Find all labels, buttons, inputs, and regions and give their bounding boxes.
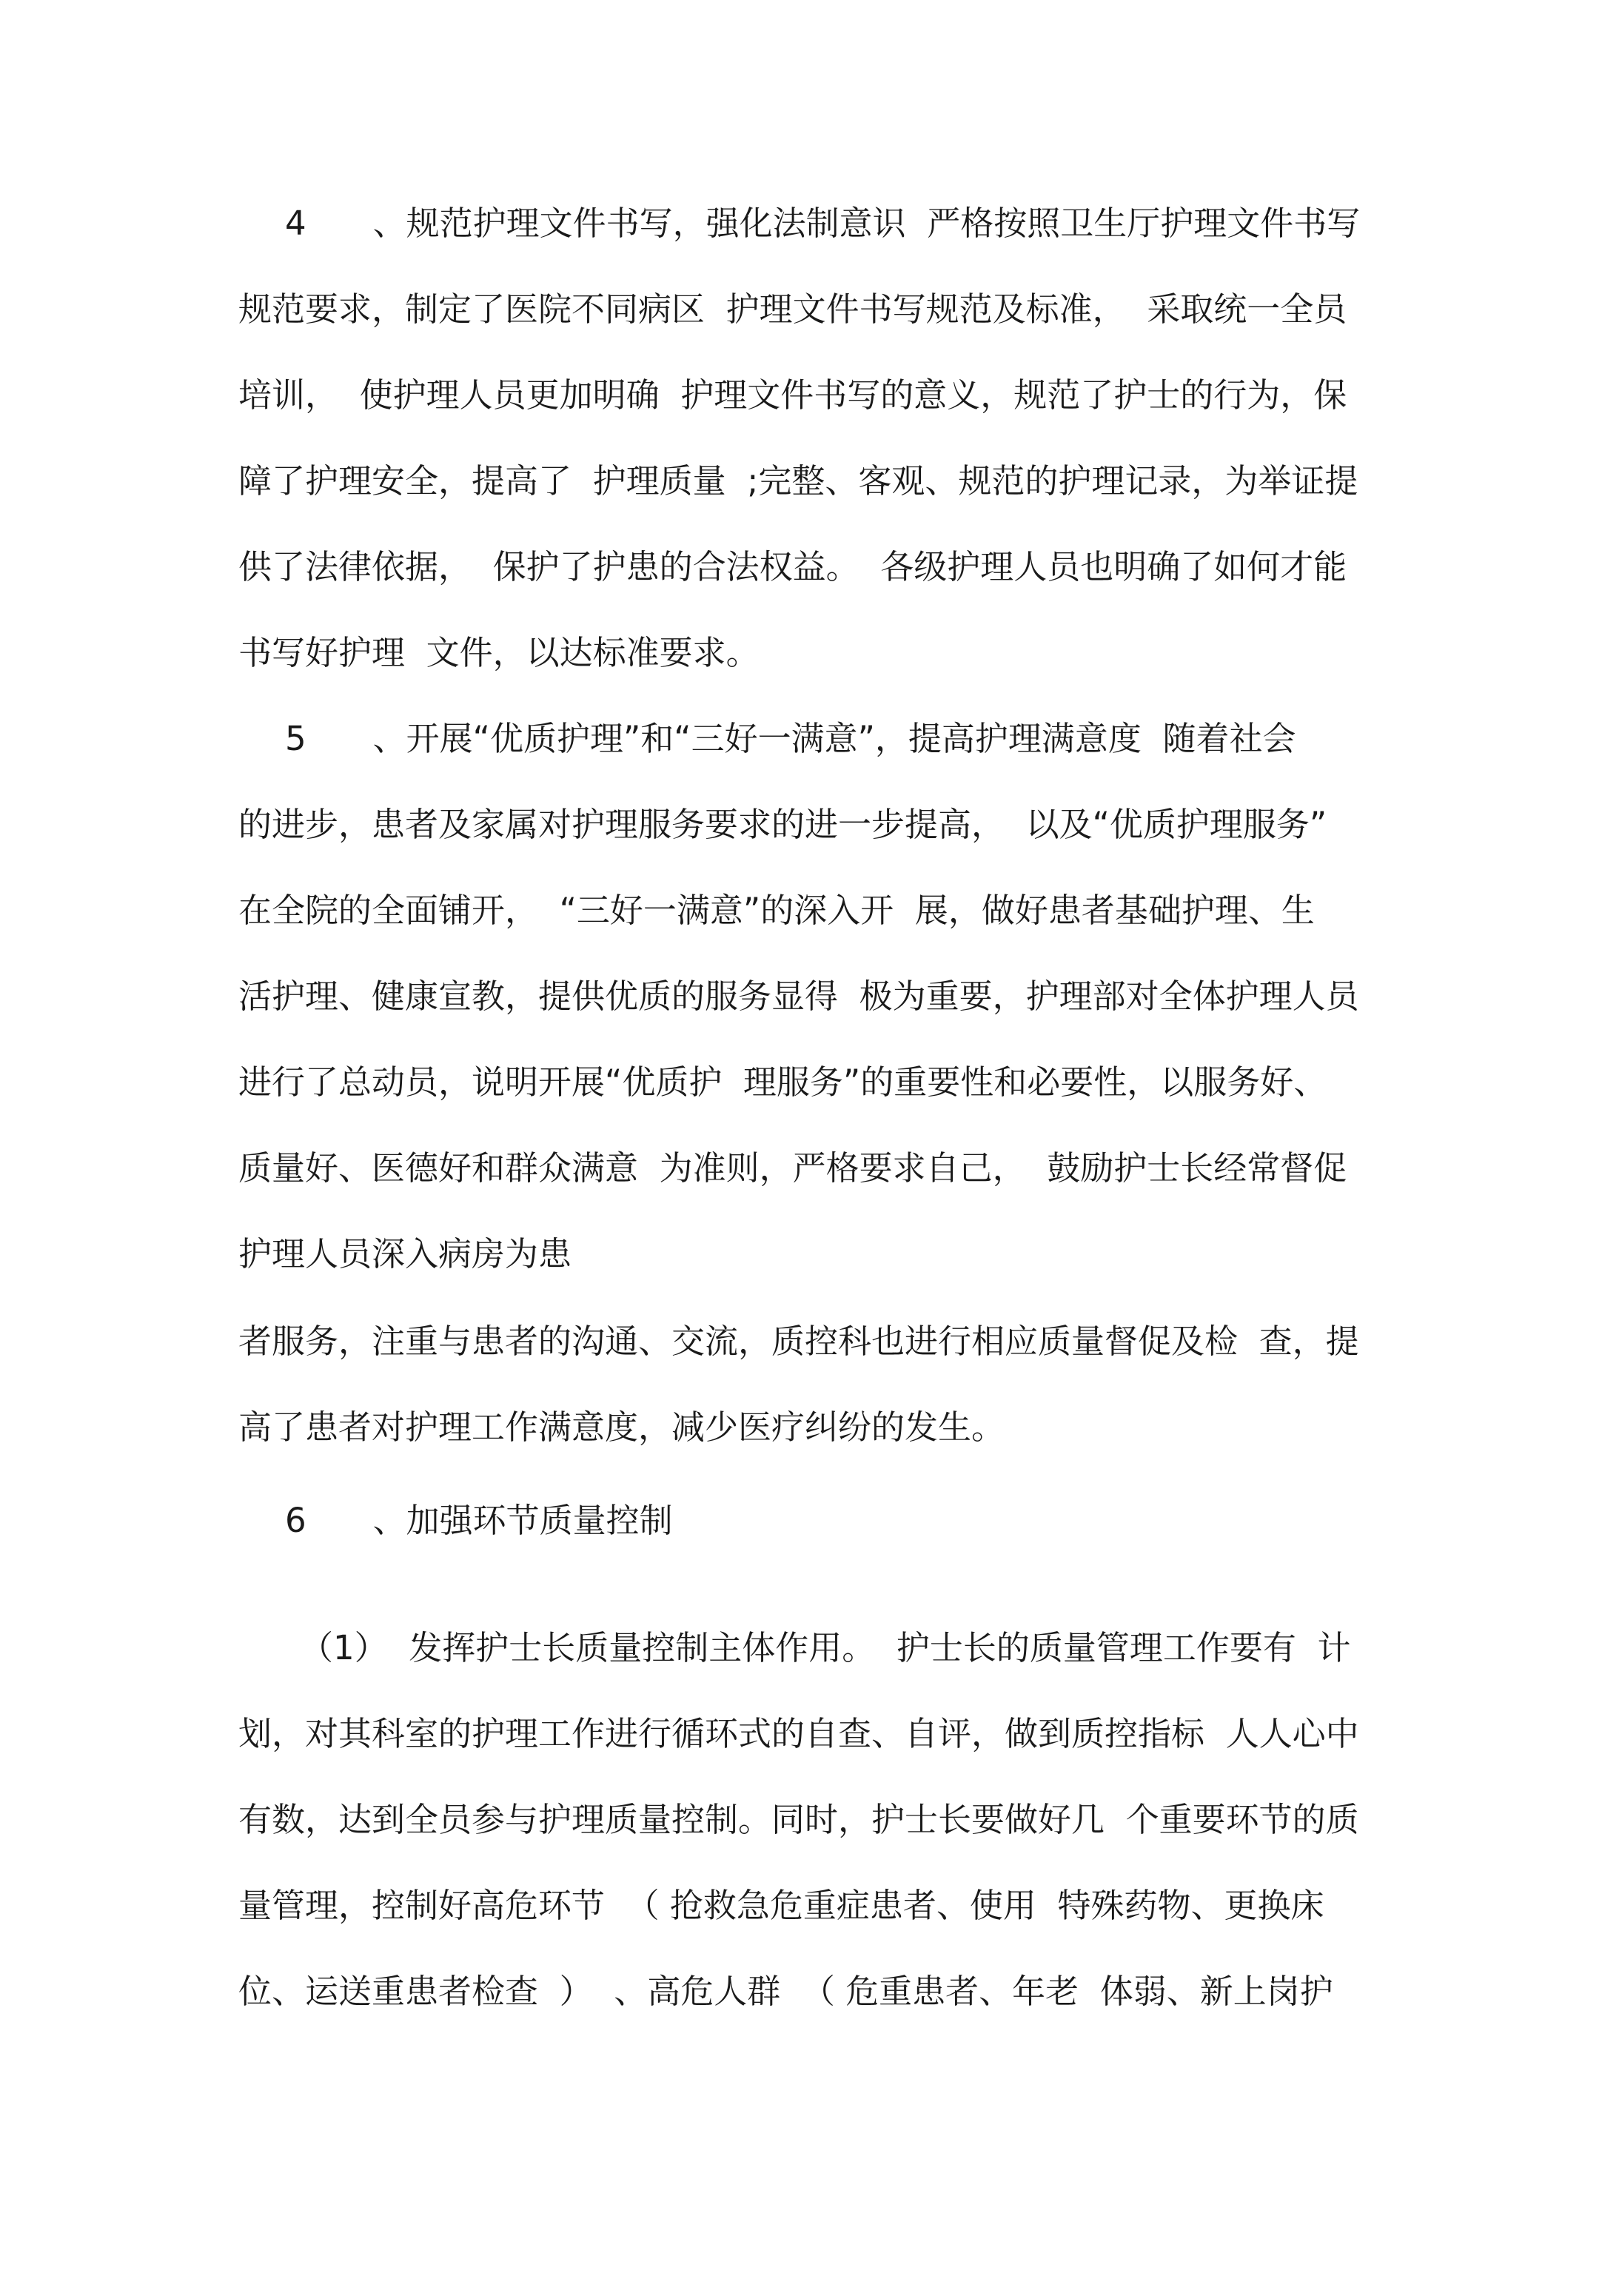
text-line: 4 、规范护理文件书写，强化法制意识 严格按照卫生厅护理文件书写 [285,204,1361,243]
text-line: 进行了总动员，说明开展“优质护 理服务”的重要性和必要性，以服务好、 [238,1062,1327,1102]
text-line: 5 、开展“优质护理”和“三好一满意”，提高护理满意度 随着社会 [285,719,1296,758]
text-line: 培训， 使护理人员更加明确 护理文件书写的意义，规范了护士的行为，保 [238,375,1347,415]
text-line: （1） 发挥护士长质量控制主体作用。 护士长的质量管理工作要有 计 [300,1628,1351,1667]
text-line: 活护理、健康宣教，提供优质的服务显得 极为重要，护理部对全体护理人员 [238,977,1359,1016]
text-line: 位、运送重患者检查 ） 、高危人群 （ 危重患者、年老 体弱、新上岗护 [238,1972,1333,2011]
text-line: 供了法律依据， 保护了护患的合法权益。 各级护理人员也明确了如何才能 [238,547,1347,586]
section-heading: 6 、加强环节质量控制 [285,1501,673,1540]
text-line: 在全院的全面铺开， “三好一满意”的深入开 展，做好患者基础护理、生 [238,891,1315,930]
text-line: 障了护理安全，提高了 护理质量 ;完整、客观、规范的护理记录，为举证提 [238,461,1358,501]
text-line: 划，对其科室的护理工作进行循环式的自查、自评，做到质控指标 人人心中 [238,1714,1359,1753]
text-line: 的进步，患者及家属对护理服务要求的进一步提高， 以及“优质护理服务” [238,805,1327,844]
text-line: 高了患者对护理工作满意度，减少医疗纠纷的发生。 [238,1408,1005,1447]
text-line: 量管理，控制好高危环节 （ 抢救急危重症患者、使用 特殊药物、更换床 [238,1886,1324,1925]
text-line: 者服务，注重与患者的沟通、交流，质控科也进行相应质量督促及检 查，提 [238,1322,1359,1361]
text-line: 护理人员深入病房为患 [238,1234,572,1273]
text-line: 质量好、医德好和群众满意 为准则，严格要求自己， 鼓励护士长经常督促 [238,1148,1347,1188]
text-line: 有数，达到全员参与护理质量控制。同时，护士长要做好几 个重要环节的质 [238,1800,1359,1839]
text-line: 规范要求，制定了医院不同病区 护理文件书写规范及标准， 采取统一全员 [238,289,1347,329]
text-line: 书写好护理 文件，以达标准要求。 [238,633,760,672]
